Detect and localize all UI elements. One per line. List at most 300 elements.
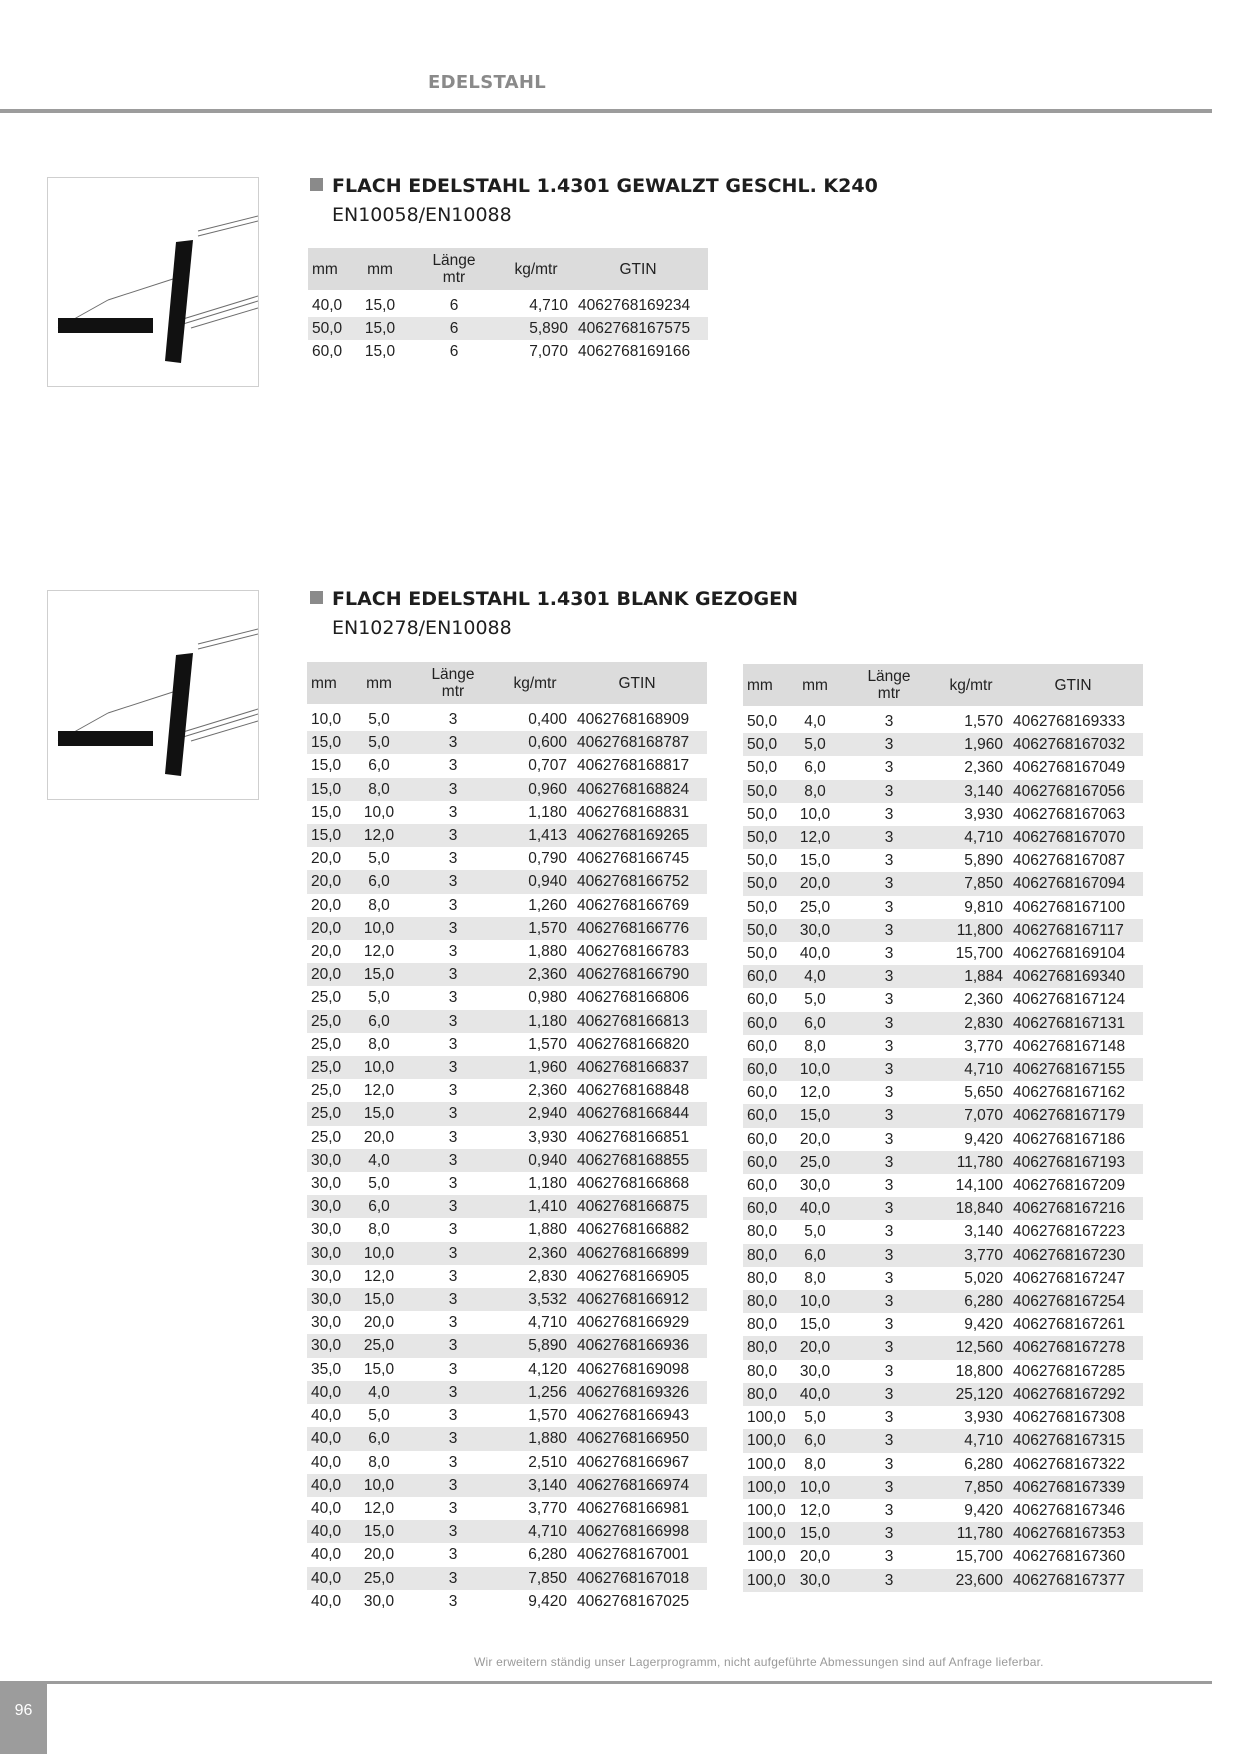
table-cell: 3 [403,1056,503,1079]
table-cell: 12,0 [799,1084,831,1102]
table-cell: 3 [448,1314,458,1332]
table-cell: 4062768166790 [567,963,707,986]
table-cell: 4,710 [939,1429,1003,1452]
table-cell: 60,0 [743,1058,791,1081]
table-cell: 9,810 [964,898,1003,916]
table-row [307,1149,707,1172]
table-cell: 40,0 [307,1520,355,1543]
table-row [307,1427,707,1450]
table-cell: 0,400 [528,711,567,728]
table-cell: 3 [839,1429,939,1452]
table-row [307,1520,707,1543]
table-cell: 2,360 [528,1082,567,1100]
table-cell: 3 [884,898,894,916]
table-header-row [308,248,708,290]
table-cell: 30,0 [307,1195,355,1218]
table-cell: 10,0 [791,1476,839,1499]
table-row [743,988,1143,1011]
table-cell: 3 [884,852,894,870]
table-cell: 3 [448,1407,458,1425]
table-cell: 80,0 [747,1223,778,1241]
table-cell: 3 [403,963,503,986]
table-row [743,733,1143,756]
table-cell: 4062768166882 [577,1221,690,1239]
table-cell: 15,0 [307,731,355,754]
table-row [743,1267,1143,1290]
table-cell: 3 [839,965,939,988]
table-cell: 1,180 [528,803,567,821]
table-cell: 30,0 [799,1362,831,1380]
table-cell: 15,0 [307,824,355,847]
table-cell: 5,0 [804,1223,826,1241]
table-cell: 4062768167162 [1013,1084,1126,1102]
table-row [307,1474,707,1497]
table-cell: 4,710 [939,1058,1003,1081]
table-cell: 4062768166967 [577,1453,690,1471]
table-cell: 30,0 [311,1314,342,1332]
column-header: mm [791,664,839,706]
table-cell: 4062768166929 [577,1314,690,1332]
table-row [307,1102,707,1125]
table-row [307,1381,707,1404]
table-cell: 5,0 [368,711,390,728]
table-cell: 4062768167056 [1003,780,1143,803]
table-cell: 4062768169333 [1013,713,1126,730]
table-cell: 1,880 [503,1427,567,1450]
table-cell: 9,420 [964,1316,1003,1334]
table-cell: 5,0 [791,733,839,756]
spec-table [743,664,1143,1592]
table-row [743,919,1143,942]
table-cell: 3 [403,1010,503,1033]
footnote: Wir erweitern ständig unser Lagerprogramm, nicht aufgeführte Abmessungen sind auf Anfrage lieferbar. [474,1655,1044,1669]
table-cell: 25,0 [307,1056,355,1079]
table-cell: 3 [884,991,894,1009]
table-cell: 0,707 [528,757,567,775]
table-cell: 1,880 [528,943,567,961]
spec-table [308,248,708,364]
table-cell: 30,0 [791,1569,839,1592]
table-cell: 40,0 [307,1381,355,1404]
table-cell: 4062768166981 [577,1499,690,1517]
table-cell: 3,770 [939,1244,1003,1267]
table-row [307,894,707,917]
table-row [307,1288,707,1311]
table-row [307,1126,707,1149]
table-cell: 3 [448,1175,458,1193]
table-cell: 8,0 [791,780,839,803]
table-cell: 4062768167339 [1003,1476,1143,1499]
table-cell: 15,0 [355,1102,403,1125]
table-cell: 3 [839,826,939,849]
table-cell: 3 [403,1288,503,1311]
table-cell: 1,570 [528,1035,567,1053]
table-cell: 4062768168909 [577,711,690,728]
table-cell: 40,0 [312,297,343,314]
table-cell: 4062768169098 [577,1360,690,1378]
table-cell: 30,0 [363,1592,395,1610]
table-cell: 60,0 [743,1012,791,1035]
table-cell: 4062768166752 [567,870,707,893]
table-row [743,1383,1143,1406]
table-cell: 35,0 [311,1360,342,1378]
table-cell: 3 [839,1244,939,1267]
table-cell: 4062768166950 [567,1427,707,1450]
table-cell: 20,0 [311,943,342,961]
table-cell: 4062768168817 [577,757,690,775]
table-cell: 3 [448,1035,458,1053]
table-cell: 20,0 [791,872,839,895]
table-cell: 4062768167025 [577,1592,690,1610]
table-cell: 4,0 [355,1381,403,1404]
table-cell: 4062768167018 [567,1567,707,1590]
table-cell: 40,0 [799,945,831,963]
table-row [743,1290,1143,1313]
table-cell: 40,0 [791,1197,839,1220]
table-cell: 3 [448,896,458,914]
table-cell: 30,0 [307,1242,355,1265]
table-cell: 23,600 [939,1569,1003,1592]
column-header: mm [356,248,404,290]
table-cell: 4,710 [939,826,1003,849]
column-header: kg/mtr [504,248,568,290]
table-cell: 40,0 [311,1407,342,1425]
table-cell: 6,280 [964,1455,1003,1473]
table-cell: 25,0 [355,1334,403,1357]
table-cell: 40,0 [311,1592,342,1610]
table-cell: 25,0 [311,1035,342,1053]
table-cell: 60,0 [747,1084,778,1102]
table-cell: 15,0 [311,757,342,775]
table-cell: 15,0 [356,317,404,340]
table-cell: 0,960 [503,778,567,801]
table-cell: 4062768167117 [1003,919,1143,942]
table-cell: 25,0 [311,989,342,1007]
table-cell: 80,0 [747,1316,778,1334]
table-cell: 0,600 [503,731,567,754]
table-row [307,1242,707,1265]
spec-table [307,662,707,1613]
table-cell: 1,260 [528,896,567,914]
table-cell: 18,800 [955,1362,1003,1380]
table-cell: 80,0 [747,1362,778,1380]
table-cell: 30,0 [791,919,839,942]
table-cell: 20,0 [363,1546,395,1564]
table-cell: 4062768167261 [1013,1316,1126,1334]
table-row [307,1056,707,1079]
table-cell: 50,0 [747,759,778,777]
table-cell: 3 [884,1269,894,1287]
table-cell: 1,880 [528,1221,567,1239]
table-cell: 4062768166936 [567,1334,707,1357]
table-cell: 4062768166844 [567,1102,707,1125]
table-cell: 3 [884,805,894,823]
table-cell: 3 [448,1453,458,1471]
header-divider [0,109,1212,113]
table-row [743,1360,1143,1383]
table-cell: 4062768169166 [578,343,691,361]
table-row [307,1404,707,1427]
table-cell: 40,0 [307,1474,355,1497]
section-title: FLACH EDELSTAHL 1.4301 GEWALZT GESCHL. K240 [310,175,878,197]
table-cell: 4062768166851 [577,1128,690,1146]
table-cell: 1,570 [528,1407,567,1425]
table-cell: 25,120 [939,1383,1003,1406]
flat-bar-product-image [47,177,259,387]
table-cell: 5,650 [964,1084,1003,1102]
table-row [743,849,1143,872]
table-cell: 50,0 [747,713,778,730]
table-cell: 4062768166776 [567,917,707,940]
table-cell: 4062768166806 [577,989,690,1007]
table-cell: 40,0 [311,1453,342,1471]
table-cell: 1,180 [503,1010,567,1033]
table-row [743,780,1143,803]
table-cell: 5,0 [368,1407,390,1425]
table-cell: 8,0 [804,1037,826,1055]
table-row [307,754,707,777]
table-cell: 4062768167322 [1013,1455,1126,1473]
table-cell: 15,0 [791,1522,839,1545]
table-cell: 3 [839,1383,939,1406]
table-cell: 25,0 [311,1128,342,1146]
table-cell: 15,0 [799,852,831,870]
table-row [307,917,707,940]
column-header: mm [355,662,403,704]
table-row [307,1334,707,1357]
table-row [743,1174,1143,1197]
table-header-row [307,662,707,704]
table-row [307,1311,707,1334]
table-cell: 6,0 [355,1010,403,1033]
table-cell: 25,0 [311,1082,342,1100]
table-cell: 4062768167001 [577,1546,690,1564]
table-cell: 4062768168831 [577,803,690,821]
table-cell: 4,710 [503,1520,567,1543]
table-row [743,1244,1143,1267]
table-row [743,1476,1143,1499]
table-cell: 11,800 [939,919,1003,942]
table-cell: 20,0 [799,1130,831,1148]
table-cell: 15,0 [355,963,403,986]
table-cell: 3 [884,1177,894,1195]
table-cell: 4062768166905 [577,1267,690,1285]
table-cell: 100,0 [743,1569,791,1592]
table-cell: 2,360 [503,1242,567,1265]
table-row [307,1033,707,1056]
table-cell: 6,0 [791,1429,839,1452]
column-header: mm [307,662,355,704]
table-cell: 3 [884,1037,894,1055]
table-cell: 4062768166868 [577,1175,690,1193]
table-cell: 15,0 [799,1316,831,1334]
table-cell: 15,0 [364,297,396,314]
table-cell: 8,0 [368,1035,390,1053]
column-header: GTIN [568,248,708,290]
table-cell: 10,0 [355,1056,403,1079]
table-cell: 50,0 [743,872,791,895]
table-row [307,1590,707,1613]
table-cell: 4062768167193 [1003,1151,1143,1174]
table-cell: 3 [403,1427,503,1450]
table-row [307,824,707,847]
table-cell: 8,0 [355,778,403,801]
table-cell: 15,0 [311,803,342,821]
table-cell: 2,360 [503,963,567,986]
table-cell: 10,0 [791,1290,839,1313]
table-cell: 4062768166943 [577,1407,690,1425]
table-cell: 12,0 [363,943,395,961]
table-cell: 3 [839,733,939,756]
table-cell: 3 [403,1520,503,1543]
page-number: 96 [14,1702,33,1719]
table-cell: 4062768168787 [567,731,707,754]
table-row [743,1545,1143,1568]
section-marker-icon [310,591,323,604]
table-row [743,1104,1143,1127]
table-cell: 15,0 [791,1104,839,1127]
table-cell: 9,420 [528,1592,567,1610]
table-cell: 4062768167575 [568,317,708,340]
table-cell: 50,0 [747,805,778,823]
table-cell: 4062768167094 [1003,872,1143,895]
section-title: FLACH EDELSTAHL 1.4301 BLANK GEZOGEN [310,588,798,610]
table-cell: 7,850 [503,1567,567,1590]
table-cell: 2,830 [528,1267,567,1285]
table-cell: 4062768167230 [1003,1244,1143,1267]
table-cell: 6,0 [355,1195,403,1218]
table-cell: 3 [884,713,894,730]
column-header: kg/mtr [503,662,567,704]
table-cell: 4062768166769 [577,896,690,914]
table-cell: 4062768166813 [567,1010,707,1033]
table-cell: 60,0 [743,1151,791,1174]
table-cell: 3 [448,1267,458,1285]
table-cell: 4062768167155 [1003,1058,1143,1081]
table-cell: 8,0 [368,1453,390,1471]
table-cell: 7,070 [939,1104,1003,1127]
table-cell: 4062768166820 [577,1035,690,1053]
table-cell: 100,0 [747,1548,786,1566]
table-cell: 30,0 [307,1149,355,1172]
table-cell: 7,850 [939,1476,1003,1499]
table-cell: 3 [403,778,503,801]
table-cell: 30,0 [307,1288,355,1311]
table-cell: 12,0 [363,1267,395,1285]
table-cell: 1,884 [939,965,1003,988]
table-cell: 3,930 [964,1409,1003,1427]
table-cell: 60,0 [743,1104,791,1127]
table-cell: 1,570 [964,713,1003,730]
table-cell: 4062768166974 [567,1474,707,1497]
table-cell: 20,0 [791,1336,839,1359]
table-row [307,870,707,893]
table-cell: 3 [839,1336,939,1359]
table-cell: 4062768167124 [1013,991,1126,1009]
table-cell: 3 [403,731,503,754]
table-cell: 4062768167254 [1003,1290,1143,1313]
table-row [743,896,1143,919]
table-row [307,801,707,824]
table-cell: 12,0 [363,1082,395,1100]
table-row [308,317,708,340]
table-cell: 11,780 [939,1522,1003,1545]
table-cell: 6,0 [368,757,390,775]
table-row [743,872,1143,895]
table-cell: 4062768169265 [567,824,707,847]
table-cell: 7,850 [939,872,1003,895]
table-cell: 3 [448,989,458,1007]
table-cell: 12,0 [791,826,839,849]
table-cell: 15,0 [307,778,355,801]
table-cell: 4062768168824 [567,778,707,801]
table-cell: 4062768167308 [1013,1409,1126,1427]
table-row [743,1035,1143,1058]
table-row [743,1128,1143,1151]
table-row [307,986,707,1009]
table-row [743,1012,1143,1035]
table-cell: 5,0 [368,850,390,868]
table-row [743,1220,1143,1243]
table-cell: 4062768167087 [1013,852,1126,870]
table-cell: 10,0 [311,711,342,728]
table-cell: 3 [884,945,894,963]
table-cell: 3 [839,1151,939,1174]
table-cell: 3 [403,1567,503,1590]
table-cell: 60,0 [743,965,791,988]
section-subtitle: EN10058/EN10088 [332,204,512,226]
table-cell: 3 [884,1316,894,1334]
table-cell: 2,510 [528,1453,567,1471]
table-cell: 3 [884,1084,894,1102]
table-cell: 3 [448,1592,458,1610]
table-cell: 4062768167292 [1003,1383,1143,1406]
table-row [307,1567,707,1590]
table-cell: 6,0 [355,1427,403,1450]
table-cell: 2,830 [939,1012,1003,1035]
table-cell: 4062768167278 [1003,1336,1143,1359]
table-cell: 6,0 [791,1244,839,1267]
table-cell: 5,0 [804,991,826,1009]
table-cell: 3,930 [528,1128,567,1146]
table-cell: 50,0 [743,826,791,849]
table-cell: 3 [448,1360,458,1378]
table-cell: 3 [839,1476,939,1499]
table-cell: 11,780 [939,1151,1003,1174]
table-row [743,1406,1143,1429]
table-cell: 4062768166899 [567,1242,707,1265]
table-cell: 80,0 [743,1244,791,1267]
table-header-row [743,664,1143,706]
table-row [743,1429,1143,1452]
table-cell: 40,0 [311,1546,342,1564]
table-cell: 40,0 [791,1383,839,1406]
table-cell: 4062768168855 [567,1149,707,1172]
table-cell: 40,0 [307,1567,355,1590]
table-row [743,1081,1143,1104]
table-cell: 4062768167209 [1013,1177,1126,1195]
table-row [307,1195,707,1218]
table-cell: 8,0 [804,1269,826,1287]
table-cell: 4062768166783 [577,943,690,961]
table-cell: 3,770 [528,1499,567,1517]
table-cell: 2,940 [503,1102,567,1125]
table-cell: 2,360 [964,991,1003,1009]
table-cell: 80,0 [743,1383,791,1406]
table-cell: 8,0 [804,1455,826,1473]
table-row [307,1543,707,1566]
table-cell: 3 [839,1569,939,1592]
